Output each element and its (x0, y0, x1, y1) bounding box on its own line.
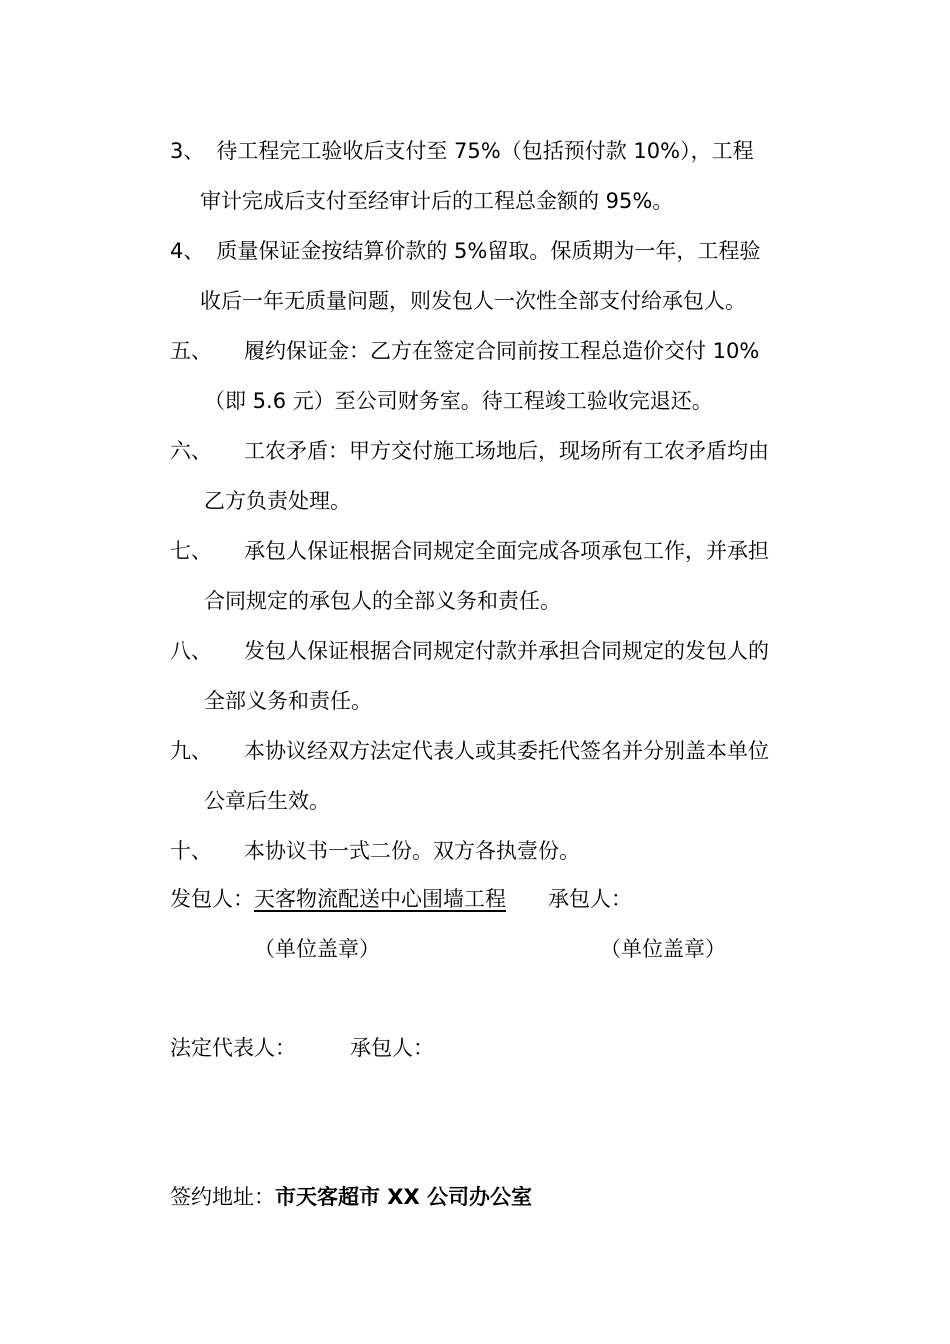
clause-4-line-1 (170, 236, 760, 266)
clause-7-line-1: 承包人保证根据合同规定全面完成各项承包工作，并承担 (244, 539, 769, 563)
seal-left: （单位盖章） (254, 937, 380, 961)
clause-9-line-1: 本协议经双方法定代表人或其委托代签名并分别盖本单位 (244, 739, 769, 763)
employer-name: 天客物流配送中心围墙工程 (254, 887, 506, 911)
clause-7-number: 七、 (170, 539, 212, 563)
clause-3-line-1 (170, 136, 754, 166)
clause-text: 质量保证金按结算价款的 5%留取。保质期为一年，工程验 (216, 239, 761, 263)
clause-number: 4、 (170, 239, 205, 263)
clause-text: 待工程完工验收后支付至 75%（包括预付款 10%），工程 (216, 139, 754, 163)
clause-5-line-1: 履约保证金：乙方在签定合同前按工程总造价交付 10% (244, 339, 760, 363)
clause-9-number: 九、 (170, 739, 212, 763)
clause-8-number: 八、 (170, 639, 212, 663)
clause-5-line-2: （即 5.6 元）至公司财务室。待工程竣工验收完退还。 (204, 389, 713, 413)
clause-6-line-2: 乙方负责处理。 (204, 489, 351, 513)
clause-4-line-2: 收后一年无质量问题，则发包人一次性全部支付给承包人。 (200, 289, 746, 313)
contractor-label: 承包人： (548, 887, 632, 911)
clause-6-line-1: 工农矛盾：甲方交付施工场地后，现场所有工农矛盾均由 (244, 439, 769, 463)
signing-address-label: 签约地址： (170, 1185, 275, 1209)
clause-5-number: 五、 (170, 339, 212, 363)
legal-representative-label: 法定代表人： (170, 1036, 296, 1060)
signing-address-line (170, 1182, 532, 1212)
employer-label: 发包人： (170, 887, 254, 911)
clause-3-line-2: 审计完成后支付至经审计后的工程总金额的 95%。 (200, 189, 674, 213)
signing-address-value: 市天客超市 XX 公司办公室 (275, 1185, 533, 1209)
seal-right: （单位盖章） (600, 937, 726, 961)
clause-9-line-2: 公章后生效。 (204, 789, 330, 813)
clause-7-line-2: 合同规定的承包人的全部义务和责任。 (204, 589, 561, 613)
employer-line (170, 884, 506, 914)
clause-number: 3、 (170, 139, 205, 163)
contractor-label-2: 承包人： (350, 1036, 434, 1060)
clause-10-line-1: 本协议书一式二份。双方各执壹份。 (244, 839, 580, 863)
clause-10-number: 十、 (170, 839, 212, 863)
clause-6-number: 六、 (170, 439, 212, 463)
clause-8-line-2: 全部义务和责任。 (204, 689, 372, 713)
clause-8-line-1: 发包人保证根据合同规定付款并承担合同规定的发包人的 (244, 639, 769, 663)
